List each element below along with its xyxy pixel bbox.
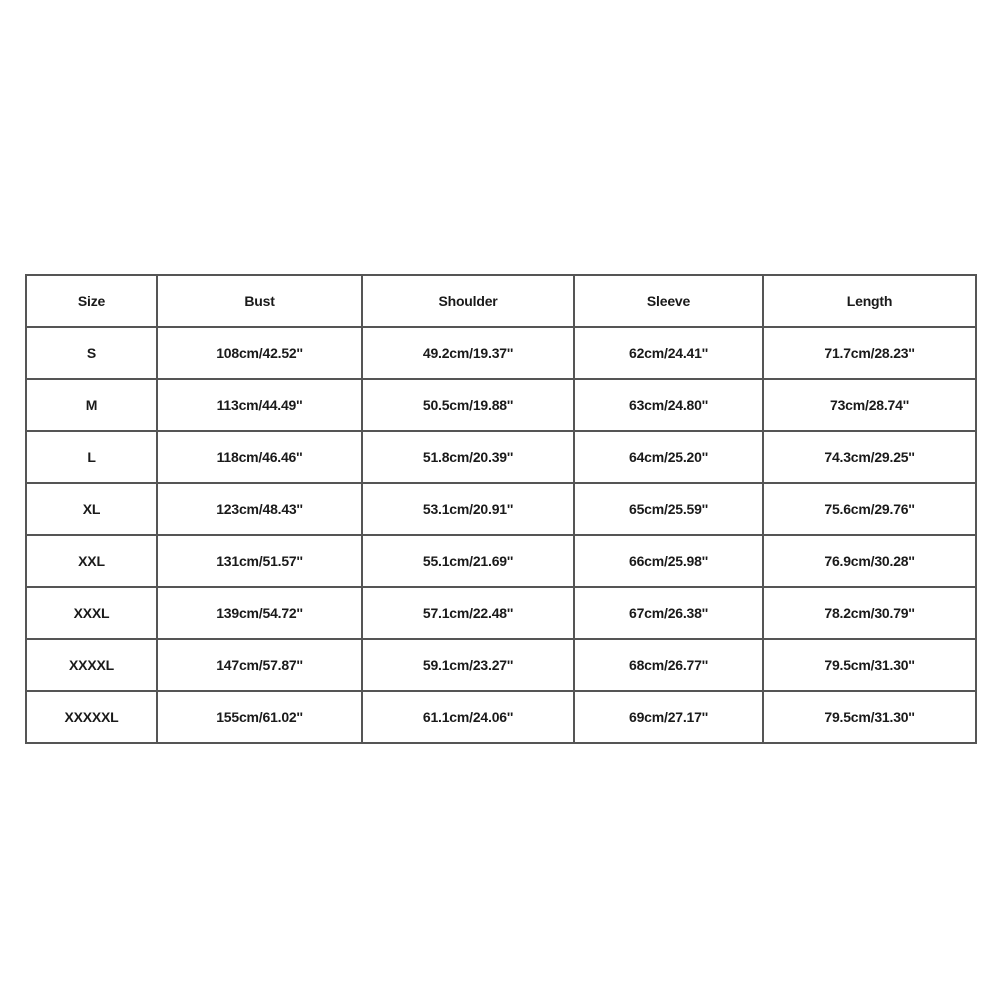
cell-length: 71.7cm/28.23'' xyxy=(763,327,976,379)
cell-length: 79.5cm/31.30'' xyxy=(763,639,976,691)
cell-length: 73cm/28.74'' xyxy=(763,379,976,431)
header-size: Size xyxy=(26,275,157,327)
size-chart-table xyxy=(25,274,977,744)
header-bust: Bust xyxy=(157,275,362,327)
cell-length: 78.2cm/30.79'' xyxy=(763,587,976,639)
cell-sleeve: 68cm/26.77'' xyxy=(574,639,763,691)
cell-bust: 131cm/51.57'' xyxy=(157,535,362,587)
table-row xyxy=(26,327,976,379)
cell-shoulder: 51.8cm/20.39'' xyxy=(362,431,574,483)
cell-bust: 118cm/46.46'' xyxy=(157,431,362,483)
table-row xyxy=(26,587,976,639)
cell-shoulder: 49.2cm/19.37'' xyxy=(362,327,574,379)
cell-length: 76.9cm/30.28'' xyxy=(763,535,976,587)
cell-bust: 123cm/48.43'' xyxy=(157,483,362,535)
cell-length: 79.5cm/31.30'' xyxy=(763,691,976,743)
cell-size: XL xyxy=(26,483,157,535)
cell-sleeve: 66cm/25.98'' xyxy=(574,535,763,587)
cell-shoulder: 50.5cm/19.88'' xyxy=(362,379,574,431)
table-row xyxy=(26,431,976,483)
cell-sleeve: 63cm/24.80'' xyxy=(574,379,763,431)
cell-shoulder: 57.1cm/22.48'' xyxy=(362,587,574,639)
cell-size: XXL xyxy=(26,535,157,587)
cell-size: XXXXXL xyxy=(26,691,157,743)
cell-size: S xyxy=(26,327,157,379)
cell-bust: 147cm/57.87'' xyxy=(157,639,362,691)
header-shoulder: Shoulder xyxy=(362,275,574,327)
table-row xyxy=(26,535,976,587)
cell-shoulder: 53.1cm/20.91'' xyxy=(362,483,574,535)
cell-bust: 113cm/44.49'' xyxy=(157,379,362,431)
cell-bust: 139cm/54.72'' xyxy=(157,587,362,639)
cell-sleeve: 65cm/25.59'' xyxy=(574,483,763,535)
cell-sleeve: 69cm/27.17'' xyxy=(574,691,763,743)
table-row xyxy=(26,639,976,691)
header-length: Length xyxy=(763,275,976,327)
cell-size: L xyxy=(26,431,157,483)
header-sleeve: Sleeve xyxy=(574,275,763,327)
cell-bust: 155cm/61.02'' xyxy=(157,691,362,743)
cell-sleeve: 62cm/24.41'' xyxy=(574,327,763,379)
cell-length: 74.3cm/29.25'' xyxy=(763,431,976,483)
cell-sleeve: 67cm/26.38'' xyxy=(574,587,763,639)
cell-size: XXXXL xyxy=(26,639,157,691)
table-row xyxy=(26,379,976,431)
cell-bust: 108cm/42.52'' xyxy=(157,327,362,379)
cell-sleeve: 64cm/25.20'' xyxy=(574,431,763,483)
cell-size: M xyxy=(26,379,157,431)
header-row xyxy=(26,275,976,327)
cell-length: 75.6cm/29.76'' xyxy=(763,483,976,535)
cell-size: XXXL xyxy=(26,587,157,639)
cell-shoulder: 59.1cm/23.27'' xyxy=(362,639,574,691)
table-row xyxy=(26,691,976,743)
table-row xyxy=(26,483,976,535)
cell-shoulder: 55.1cm/21.69'' xyxy=(362,535,574,587)
cell-shoulder: 61.1cm/24.06'' xyxy=(362,691,574,743)
